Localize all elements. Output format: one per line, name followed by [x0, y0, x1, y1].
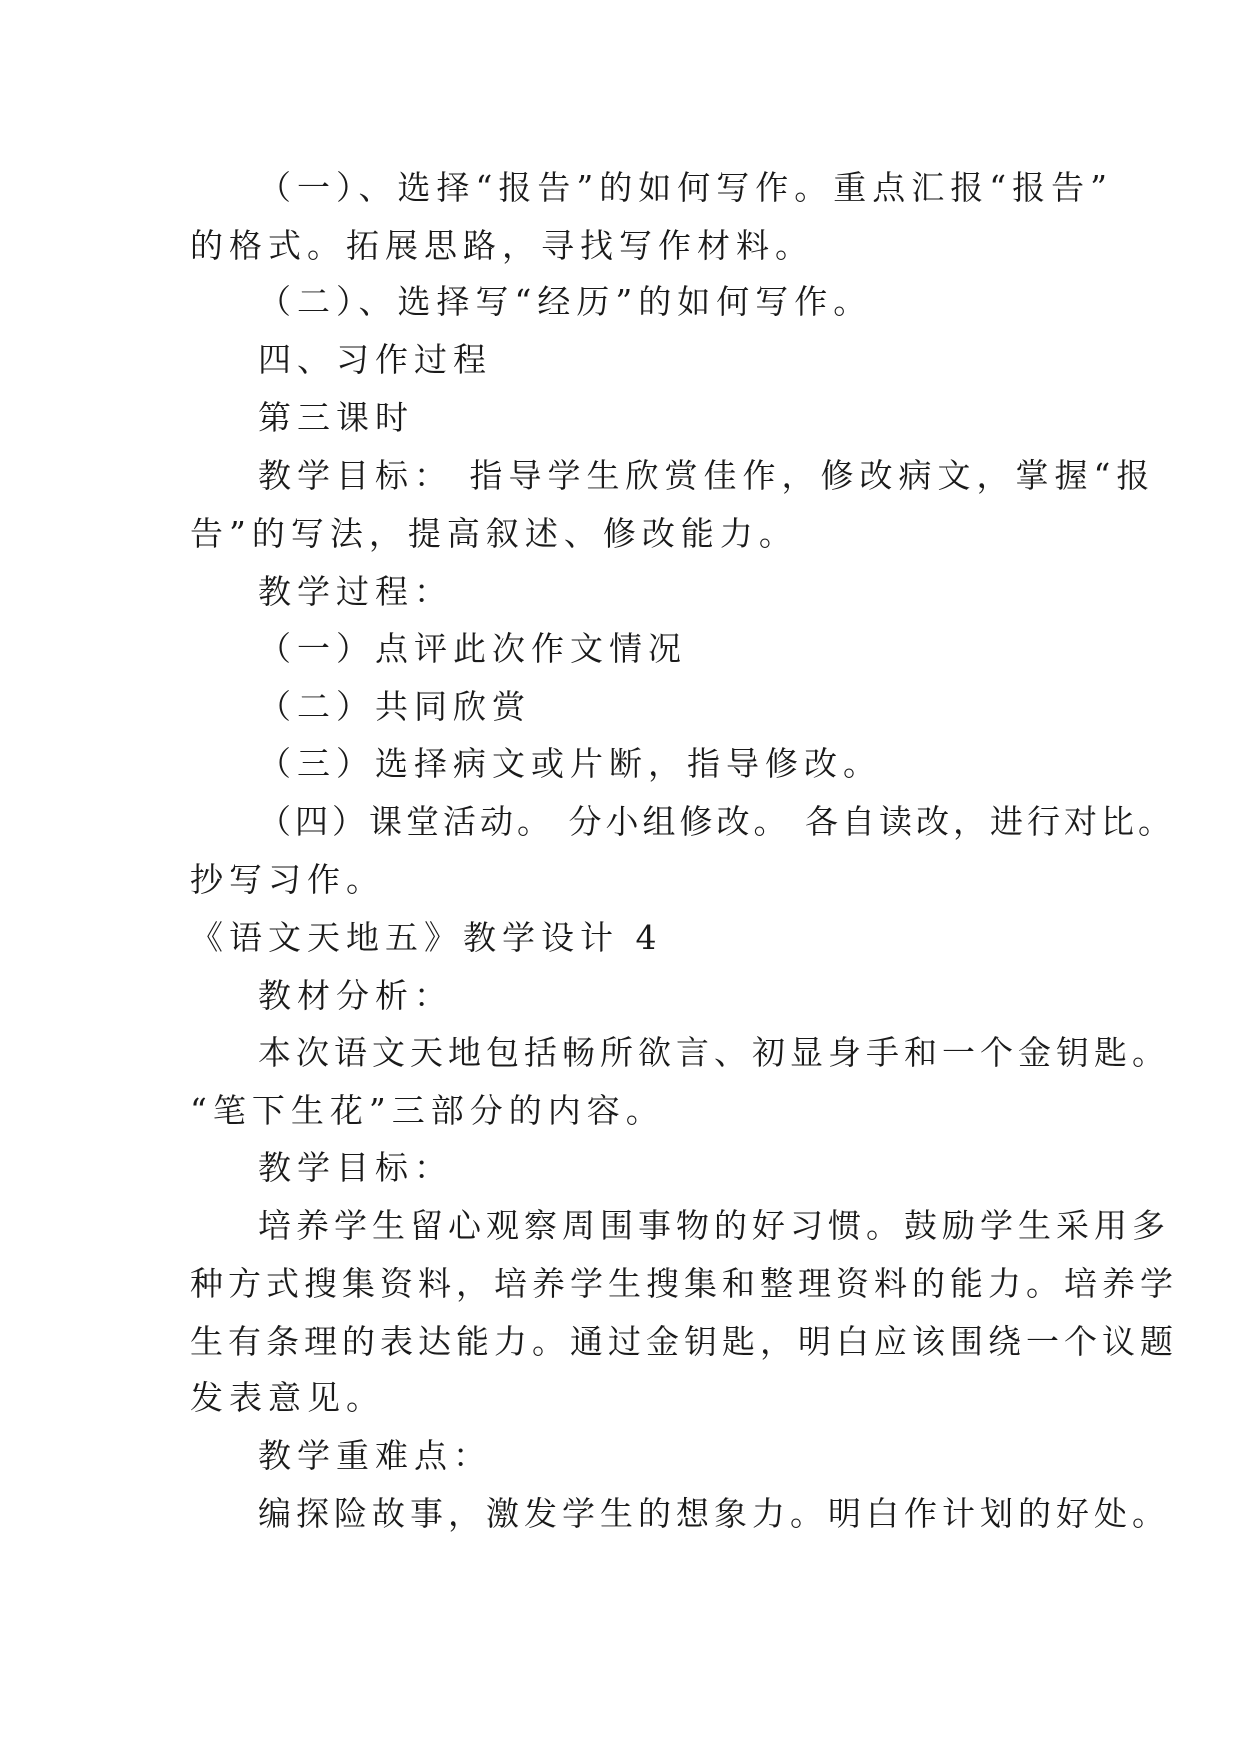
document-title: 《语文天地五》教学设计 4	[190, 918, 663, 957]
section-heading: 教材分析：	[258, 976, 453, 1015]
section-heading: 教学重难点：	[258, 1436, 492, 1475]
list-item: （三）选择病文或片断，指导修改。	[258, 744, 882, 783]
text-line: （二）、选择写“经历”的如何写作。	[258, 282, 873, 321]
text-line: 本次语文天地包括畅所欲言、初显身手和一个金钥匙。	[258, 1033, 1170, 1072]
text-line: 编探险故事，激发学生的想象力。明白作计划的好处。	[258, 1494, 1170, 1533]
text-line: 教学过程：	[258, 572, 453, 611]
list-item: （一）点评此次作文情况	[258, 629, 687, 668]
section-heading: 四、习作过程	[258, 340, 492, 379]
text-line: 发表意见。	[190, 1378, 385, 1417]
text-line: （一）、选择“报告”的如何写作。重点汇报“报告”	[258, 168, 1113, 207]
text-line: 种方式搜集资料，培养学生搜集和整理资料的能力。培养学	[190, 1264, 1178, 1303]
list-item: （四）课堂活动。 分小组修改。 各自读改，进行对比。	[258, 802, 1175, 841]
section-heading: 教学目标：	[258, 1148, 453, 1187]
section-heading: 第三课时	[258, 398, 414, 437]
text-line: 告”的写法，提高叙述、修改能力。	[190, 514, 798, 553]
text-line: 抄写习作。	[190, 860, 385, 899]
list-item: （二）共同欣赏	[258, 687, 531, 726]
text-line: 的格式。拓展思路，寻找写作材料。	[190, 226, 814, 265]
text-line: 生有条理的表达能力。通过金钥匙，明白应该围绕一个议题	[190, 1322, 1178, 1361]
text-line: “笔下生花”三部分的内容。	[190, 1091, 665, 1130]
text-line: 教学目标： 指导学生欣赏佳作，修改病文，掌握“报	[258, 456, 1156, 495]
text-line: 培养学生留心观察周围事物的好习惯。鼓励学生采用多	[258, 1206, 1170, 1245]
